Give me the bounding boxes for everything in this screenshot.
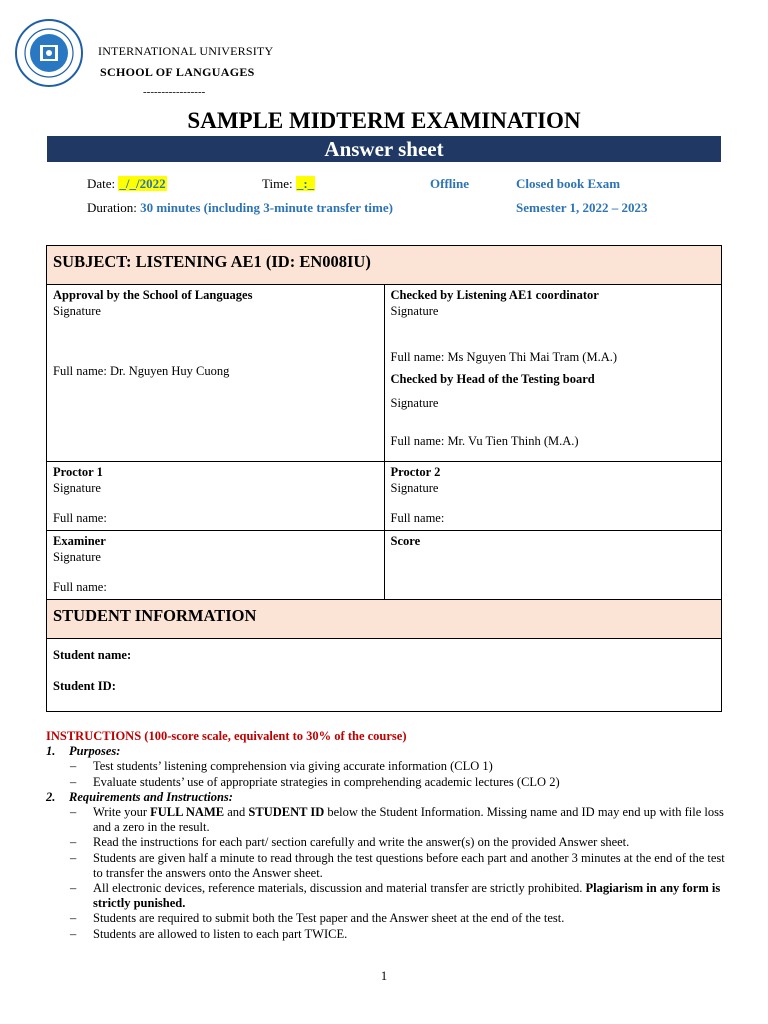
instructions <box>46 729 726 942</box>
student-name-label: Student name: <box>53 648 132 662</box>
student-info-cell <box>47 639 722 712</box>
requirements-heading: 2. Requirements and Instructions: <box>46 789 233 804</box>
list-item: – Students are required to submit both the Test paper and the Answer sheet at the end of the test. <box>70 911 565 926</box>
student-info-header: STUDENT INFORMATION <box>47 600 722 639</box>
examiner-cell: Examiner Signature Full name: <box>47 531 385 600</box>
org-name: INTERNATIONAL UNIVERSITY <box>98 44 274 58</box>
date-value: _/_/2022 <box>119 176 166 191</box>
list-item: – Evaluate students’ use of appropriate strategies in comprehending academic lectures (CLO 2) <box>70 774 560 789</box>
page-number: 1 <box>380 969 388 983</box>
duration-field: Duration: 30 minutes (including 3-minute transfer time) <box>87 200 393 215</box>
time-value: _:_ <box>296 176 315 191</box>
list-item: – Read the instructions for each part/ section carefully and write the answer(s) on the provided Answer sheet. <box>70 835 630 850</box>
score-cell: Score <box>384 531 722 600</box>
time-field: Time: _:_ <box>262 176 315 191</box>
proctor1-cell: Proctor 1 Signature Full name: <box>47 462 385 531</box>
school-name: SCHOOL OF LANGUAGES <box>100 65 255 79</box>
semester: Semester 1, 2022 – 2023 <box>516 200 648 215</box>
subject-header: SUBJECT: LISTENING AE1 (ID: EN008IU) <box>47 246 722 285</box>
exam-type: Closed book Exam <box>516 176 621 191</box>
page-title: SAMPLE MIDTERM EXAMINATION <box>187 108 581 133</box>
student-id-label: Student ID: <box>53 679 116 693</box>
list-item: – Students are allowed to listen to each part TWICE. <box>70 926 348 941</box>
instructions-heading: INSTRUCTIONS (100-score scale, equivalent to 30% of the course) <box>46 729 407 743</box>
duration-value: 30 minutes (including 3-minute transfer time) <box>140 200 393 215</box>
list-item: – Test students’ listening comprehension via giving accurate information (CLO 1) <box>70 759 493 774</box>
exam-mode: Offline <box>430 176 469 191</box>
university-seal-icon <box>14 18 84 88</box>
exam-info-table <box>46 245 722 712</box>
approval-cell: Approval by the School of Languages Signature Full name: Dr. Nguyen Huy Cuong <box>47 285 385 462</box>
date-field: Date: _/_/2022 <box>87 176 166 191</box>
purposes-heading: 1. Purposes: <box>46 744 121 759</box>
divider-dashes: ----------------- <box>143 86 206 98</box>
list-item: – Students are given half a minute to read through the test questions before each part and another 3 minutes at the end of the test to transfer the answers onto the Answer sheet. <box>70 850 725 880</box>
list-item: – All electronic devices, reference materials, discussion and material transfer are strictly prohibited. Plagiarism in any form is strictly punished. <box>70 881 721 911</box>
list-item: – Write your FULL NAME and STUDENT ID below the Student Information. Missing name and ID may end up with file loss and a zero in the result. <box>70 805 724 835</box>
answer-sheet-banner: Answer sheet <box>47 136 721 162</box>
checked-cell: Checked by Listening AE1 coordinator Signature Full name: Ms Nguyen Thi Mai Tram (M.A.) Checked by Head of the Testing board Signature Full name: Mr. Vu Tien Thinh (M.A.) <box>384 285 722 462</box>
proctor2-cell: Proctor 2 Signature Full name: <box>384 462 722 531</box>
